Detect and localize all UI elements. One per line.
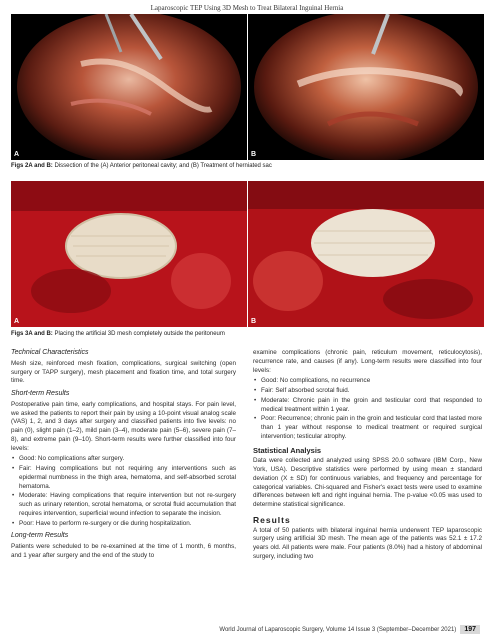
list-item: • Poor: Recurrence; chronic pain in the groin and testicular cord that lasted more than 1 year without response to medical treatment or required surgical intervention; testicular atrophy. bbox=[253, 415, 482, 441]
figure-3a-image bbox=[11, 181, 247, 327]
panel-label: A bbox=[14, 151, 20, 158]
list-item: • Poor: Have to perform re-surgery or die during hospitalization. bbox=[11, 520, 236, 529]
short-term-list bbox=[11, 455, 236, 528]
short-term-heading: Short-term Results bbox=[11, 390, 70, 397]
short-term-paragraph: Postoperative pain time, early complications, and hospital stays. For pain level, we asked the patients to report their pain by using a 10-point visual analog scale (VAS) 1, 2, and 3 days after surgery and classified patients into five levels: no pain (0), slight pain (1–2), mild pain (3–4), moderate pain (5–6), severe pain (7–8), and extreme pain (9–10). Short-term results were further classified into four levels: bbox=[11, 400, 236, 452]
journal-citation: World Journal of Laparoscopic Surgery, Volume 14 Issue 3 (September–December 2021) bbox=[219, 626, 457, 633]
figure-3-caption bbox=[11, 331, 225, 337]
technical-heading: Technical Characteristics bbox=[11, 349, 89, 356]
long-term-heading: Long-term Results bbox=[11, 532, 69, 540]
results-paragraph: A total of 50 patients with bilateral inguinal hernia underwent TEP laparoscopic surgery using artificial 3D mesh. The mean age of the patients was 52.1 ± 17.2 years old. All patients were male. Four patients (8.0%) had a history of abdominal surgery, including two bbox=[253, 526, 482, 560]
long-term-continued-paragraph: examine complications (chronic pain, reticulum movement, reticulocytosis), recurrence rate, and causes (if any). Long-term results were classified into four levels: bbox=[253, 349, 482, 374]
technical-paragraph: Mesh size, reinforced mesh fixation, complications, surgical switching (open surgery or TAPP surgery), mesh placement and fixation time, and total surgery time. bbox=[11, 359, 236, 385]
long-term-paragraph: Patients were scheduled to be re-examined at the time of 1 month, 6 months, and 1 year after surgery and the end of the study to bbox=[11, 543, 236, 559]
caption-text: Dissection of the (A) Anterior peritoneal cavity; and (B) Treatment of herniated sac bbox=[52, 163, 272, 169]
caption-label: Figs 3A and B: bbox=[11, 331, 53, 337]
statistical-analysis-paragraph: Data were collected and analyzed using SPSS 20.0 software (IBM Corp., New York, USA). Descriptive statistics were performed by using mean ± standard deviation (X ± SD) for continuous variables, and frequency and percentage for categorical variables. Chi-squared and Fisher's exact tests were used to examine differences between left and right inguinal hernia. The p-value <0.05 was used to determine statistical significance. bbox=[253, 457, 482, 508]
figure-2-caption bbox=[11, 163, 272, 169]
list-item: • Moderate: Having complications that require intervention but not re-surgery such as urinary retention, scrotal hematoma, or scrotal fluid accumulation that requires intervention, superficial wound infection to separate the incision. bbox=[11, 492, 236, 518]
long-term-list bbox=[253, 377, 482, 441]
page-number: 197 bbox=[460, 625, 480, 634]
list-item: • Fair: Self absorbed scrotal fluid. bbox=[253, 387, 482, 396]
list-item: • Fair: Having complications but not requiring any interventions such as epidermal numbness in the thigh area, hematoma, and self-absorbed scrotal hematoma. bbox=[11, 465, 236, 491]
figure-2b-image bbox=[248, 14, 484, 160]
figure-3-images bbox=[11, 181, 484, 327]
running-header: Laparoscopic TEP Using 3D Mesh to Treat Bilateral Inguinal Hernia bbox=[150, 4, 344, 12]
caption-label: Figs 2A and B: bbox=[11, 163, 53, 169]
figure-3b-image bbox=[248, 181, 484, 327]
list-item: • Moderate: Chronic pain in the groin and testicular cord that responded to medical treatment within 1 year. bbox=[253, 397, 482, 415]
figure-2-images bbox=[11, 14, 484, 160]
page-footer bbox=[219, 625, 480, 634]
panel-label: B bbox=[251, 318, 257, 325]
list-item: • Good: No complications, no recurrence bbox=[253, 377, 482, 386]
panel-label: B bbox=[251, 151, 257, 158]
panel-label: A bbox=[14, 318, 20, 325]
statistical-analysis-heading: Statistical Analysis bbox=[253, 445, 322, 455]
left-column bbox=[11, 349, 236, 563]
caption-text: Placing the artificial 3D mesh completely outside the peritoneum bbox=[52, 331, 225, 337]
list-item: • Good: No complications after surgery. bbox=[11, 455, 236, 464]
right-column bbox=[253, 349, 482, 564]
results-heading: Results bbox=[253, 514, 291, 525]
figure-2a-image bbox=[11, 14, 247, 160]
